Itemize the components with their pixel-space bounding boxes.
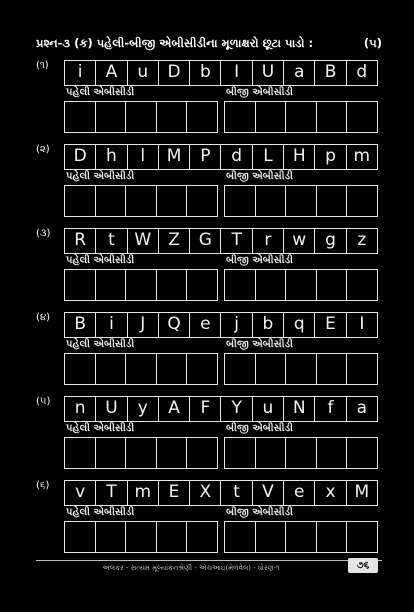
letter-cell: R xyxy=(74,230,87,250)
letter-cell: e xyxy=(189,313,220,337)
letter-cell: x xyxy=(314,481,345,505)
letter-cell: y xyxy=(127,397,158,421)
letter-cell: A xyxy=(158,397,189,421)
answer-box[interactable] xyxy=(255,438,286,468)
letter-cell: h xyxy=(95,145,126,169)
letter-cell: M xyxy=(346,481,377,505)
answer-box[interactable] xyxy=(95,186,126,216)
letter-cell: U xyxy=(95,397,126,421)
letter-cell: p xyxy=(314,145,345,169)
letter-cell: A xyxy=(95,61,126,85)
first-abcd-label: પહેલી એબીસીડી xyxy=(66,255,135,266)
answer-box[interactable] xyxy=(65,186,95,216)
answer-box[interactable] xyxy=(255,522,286,552)
second-answer-boxes xyxy=(224,101,378,133)
letter-cell: U xyxy=(252,61,283,85)
exercise-block xyxy=(0,396,414,480)
answer-box[interactable] xyxy=(95,354,126,384)
letter-cell: u xyxy=(252,397,283,421)
answer-box[interactable] xyxy=(316,186,347,216)
answer-box[interactable] xyxy=(186,270,217,300)
letter-cell: H xyxy=(283,145,314,169)
second-abcd-label: બીજી એબીસીડી xyxy=(226,507,293,518)
letter-cell: J xyxy=(127,313,158,337)
answer-box[interactable] xyxy=(346,354,377,384)
letter-row xyxy=(64,480,378,506)
answer-box[interactable] xyxy=(346,270,377,300)
answer-box[interactable] xyxy=(285,522,316,552)
answer-box[interactable] xyxy=(95,270,126,300)
answer-box[interactable] xyxy=(316,102,347,132)
exercise-number: (૨) xyxy=(36,144,50,155)
answer-box[interactable] xyxy=(285,438,316,468)
answer-box[interactable] xyxy=(285,102,316,132)
first-abcd-label: પહેલી એબીસીડી xyxy=(66,87,135,98)
answer-box[interactable] xyxy=(316,522,347,552)
answer-box[interactable] xyxy=(316,270,347,300)
second-answer-boxes xyxy=(224,185,378,217)
answer-box[interactable] xyxy=(186,438,217,468)
letter-cell: b xyxy=(252,313,283,337)
answer-box[interactable] xyxy=(225,522,255,552)
answer-box[interactable] xyxy=(285,270,316,300)
letter-cell: Z xyxy=(158,229,189,253)
answer-box[interactable] xyxy=(186,186,217,216)
letter-cell: b xyxy=(189,61,220,85)
letter-cell: G xyxy=(189,229,220,253)
exercise-number: (૬) xyxy=(36,480,50,491)
letter-cell: a xyxy=(283,61,314,85)
answer-box[interactable] xyxy=(95,438,126,468)
letter-cell: v xyxy=(75,482,86,502)
letter-cell: q xyxy=(283,313,314,337)
answer-box[interactable] xyxy=(125,270,156,300)
answer-box[interactable] xyxy=(225,102,255,132)
answer-box[interactable] xyxy=(125,522,156,552)
answer-box[interactable] xyxy=(255,186,286,216)
exercise-number: (૪) xyxy=(36,312,51,323)
second-answer-boxes xyxy=(224,521,378,553)
letter-cell: d xyxy=(346,61,377,85)
letter-cell: P xyxy=(189,145,220,169)
footer-divider xyxy=(36,560,382,561)
answer-box[interactable] xyxy=(65,438,95,468)
first-answer-boxes xyxy=(64,521,218,553)
answer-box[interactable] xyxy=(125,102,156,132)
exercise-number: (૩) xyxy=(36,228,51,239)
answer-box[interactable] xyxy=(65,270,95,300)
answer-box[interactable] xyxy=(346,102,377,132)
answer-box[interactable] xyxy=(156,102,187,132)
letter-cell: u xyxy=(127,61,158,85)
exercise-number: (૫) xyxy=(36,396,51,407)
letter-cell: d xyxy=(220,145,251,169)
first-answer-boxes xyxy=(64,269,218,301)
letter-row xyxy=(64,228,378,254)
letter-cell: D xyxy=(158,61,189,85)
letter-cell: W xyxy=(127,229,158,253)
answer-box[interactable] xyxy=(346,438,377,468)
question-title xyxy=(36,36,382,51)
letter-cell: m xyxy=(127,481,158,505)
letter-cell: B xyxy=(314,61,345,85)
exercise-number: (૧) xyxy=(36,60,49,71)
letter-cell: T xyxy=(95,481,126,505)
answer-box[interactable] xyxy=(95,522,126,552)
letter-cell: e xyxy=(283,481,314,505)
answer-box[interactable] xyxy=(65,102,95,132)
letter-cell: i xyxy=(77,62,83,82)
letter-cell: f xyxy=(314,397,345,421)
answer-box[interactable] xyxy=(186,522,217,552)
answer-box[interactable] xyxy=(125,354,156,384)
letter-cell: I xyxy=(346,313,377,337)
letter-cell: X xyxy=(189,481,220,505)
second-abcd-label: બીજી એબીસીડી xyxy=(226,171,293,182)
first-answer-boxes xyxy=(64,185,218,217)
exercise-block xyxy=(0,312,414,396)
letter-cell: n xyxy=(74,398,86,418)
letter-cell: E xyxy=(314,313,345,337)
answer-box[interactable] xyxy=(225,354,255,384)
answer-box[interactable] xyxy=(346,186,377,216)
answer-box[interactable] xyxy=(156,438,187,468)
question-text: પ્રશ્ન-૩ (ક) પહેલી-બીજી એબીસીડીના મૂળાક્ષરો છૂટા પાડો : xyxy=(36,36,314,50)
second-answer-boxes xyxy=(224,437,378,469)
letter-cell: M xyxy=(158,145,189,169)
letter-cell: L xyxy=(252,145,283,169)
letter-cell: B xyxy=(74,314,86,334)
letter-cell: T xyxy=(220,229,251,253)
letter-cell: j xyxy=(220,313,251,337)
letter-cell: g xyxy=(314,229,345,253)
letter-cell: a xyxy=(346,397,377,421)
letter-cell: i xyxy=(95,313,126,337)
answer-box[interactable] xyxy=(285,354,316,384)
answer-box[interactable] xyxy=(156,354,187,384)
page-number: ૭૬ xyxy=(348,558,378,573)
letter-cell: E xyxy=(158,481,189,505)
answer-box[interactable] xyxy=(316,438,347,468)
first-answer-boxes xyxy=(64,437,218,469)
second-abcd-label: બીજી એબીસીડી xyxy=(226,339,293,350)
answer-box[interactable] xyxy=(346,522,377,552)
first-abcd-label: પહેલી એબીસીડી xyxy=(66,507,135,518)
answer-box[interactable] xyxy=(125,438,156,468)
answer-box[interactable] xyxy=(156,522,187,552)
answer-box[interactable] xyxy=(65,522,95,552)
first-abcd-label: પહેલી એબીસીડી xyxy=(66,339,135,350)
letter-cell: t xyxy=(95,229,126,253)
answer-box[interactable] xyxy=(255,102,286,132)
answer-box[interactable] xyxy=(186,102,217,132)
answer-box[interactable] xyxy=(186,354,217,384)
second-abcd-label: બીજી એબીસીડી xyxy=(226,87,293,98)
letter-row xyxy=(64,312,378,338)
first-answer-boxes xyxy=(64,101,218,133)
letter-cell: Y xyxy=(220,397,251,421)
answer-box[interactable] xyxy=(225,438,255,468)
letter-row xyxy=(64,144,378,170)
first-answer-boxes xyxy=(64,353,218,385)
letter-cell: V xyxy=(252,481,283,505)
answer-box[interactable] xyxy=(95,102,126,132)
first-abcd-label: પહેલી એબીસીડી xyxy=(66,171,135,182)
answer-box[interactable] xyxy=(255,354,286,384)
second-answer-boxes xyxy=(224,353,378,385)
first-abcd-label: પહેલી એબીસીડી xyxy=(66,423,135,434)
letter-cell: F xyxy=(189,397,220,421)
letter-cell: t xyxy=(220,481,251,505)
answer-box[interactable] xyxy=(255,270,286,300)
letter-cell: m xyxy=(346,145,377,169)
exercise-block xyxy=(0,228,414,312)
letter-cell: Q xyxy=(158,313,189,337)
exercise-block xyxy=(0,480,414,564)
answer-box[interactable] xyxy=(65,354,95,384)
letter-cell: I xyxy=(220,61,251,85)
second-answer-boxes xyxy=(224,269,378,301)
exercise-block xyxy=(0,144,414,228)
second-abcd-label: બીજી એબીસીડી xyxy=(226,255,293,266)
answer-box[interactable] xyxy=(156,270,187,300)
letter-cell: N xyxy=(283,397,314,421)
letter-cell: r xyxy=(252,229,283,253)
answer-box[interactable] xyxy=(285,186,316,216)
second-abcd-label: બીજી એબીસીડી xyxy=(226,423,293,434)
answer-box[interactable] xyxy=(125,186,156,216)
answer-box[interactable] xyxy=(225,186,255,216)
marks: (૫) xyxy=(363,36,382,50)
letter-cell: w xyxy=(283,229,314,253)
letter-cell: z xyxy=(346,229,377,253)
footer-text: અલકર - સત્યમ મૂલ્યાંકનશ્રેણી - એચઆઇ(મેળવેલ) - ધોરણ-૧ xyxy=(102,564,280,572)
letter-row xyxy=(64,60,378,86)
letter-cell: l xyxy=(127,145,158,169)
answer-box[interactable] xyxy=(225,270,255,300)
letter-cell: D xyxy=(73,146,87,166)
answer-box[interactable] xyxy=(156,186,187,216)
answer-box[interactable] xyxy=(316,354,347,384)
letter-row xyxy=(64,396,378,422)
exercise-block xyxy=(0,60,414,144)
